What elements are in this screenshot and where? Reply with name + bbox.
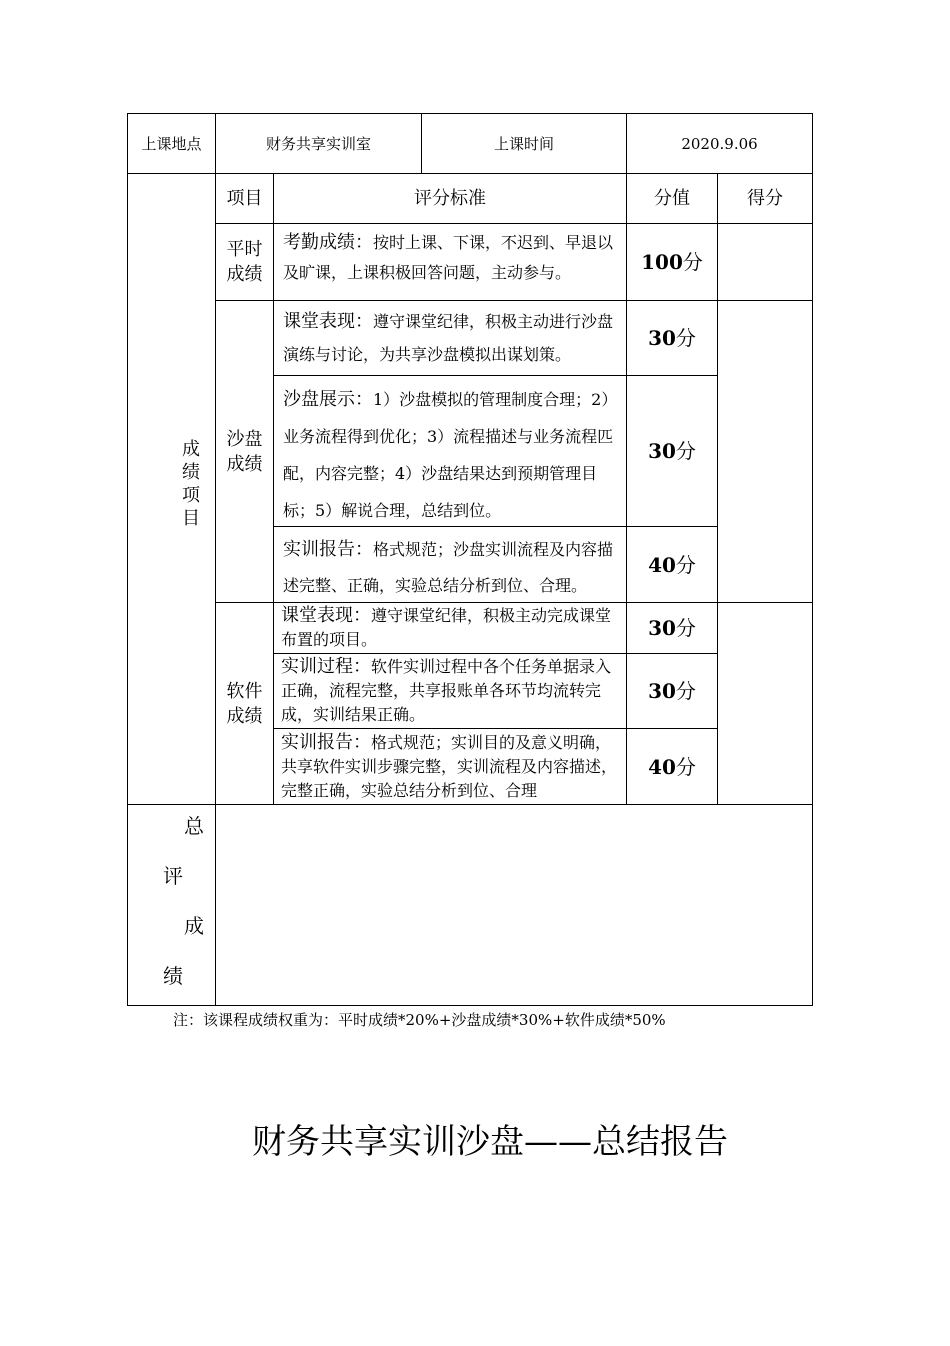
weight-note: 注：该课程成绩权重为：平时成绩*20%+沙盘成绩*30%+软件成绩*50% — [173, 1011, 666, 1029]
criteria-attendance — [283, 228, 621, 288]
points-classroom — [627, 301, 717, 375]
time-label: 上课时间 — [493, 134, 554, 153]
criteria-sandbox-display — [283, 381, 621, 529]
section-label-char: 目 — [182, 508, 200, 529]
points-attendance — [627, 224, 717, 300]
group-name-line: 成绩 — [226, 264, 263, 285]
criteria-text: 遵守课堂纪律，积极主动进行沙盘演练与讨论，为共享沙盘模拟出谋划策。 — [283, 312, 614, 364]
points-sandbox-report — [627, 527, 717, 602]
points-number: 30 — [648, 616, 676, 640]
total-label-char: 绩 — [163, 964, 183, 988]
section-label-char: 成 — [182, 439, 200, 460]
points-software-classroom — [627, 603, 717, 653]
points-number: 30 — [648, 679, 676, 703]
location-label: 上课地点 — [141, 134, 202, 153]
time-value: 2020.9.06 — [681, 134, 758, 153]
col-points-header: 分值 — [654, 187, 690, 209]
group-name-sandbox — [216, 301, 273, 602]
criteria-lead: 实训报告： — [283, 539, 373, 560]
group-name-line: 成绩 — [226, 453, 263, 475]
points-unit: 分 — [675, 439, 696, 463]
points-unit: 分 — [675, 754, 696, 779]
col-standard-header: 评分标准 — [414, 187, 486, 209]
criteria-text: 遵守课堂纪律，积极主动完成课堂布置的项目。 — [281, 606, 612, 649]
total-label-char: 总 — [184, 814, 204, 838]
points-sandbox-display — [627, 376, 717, 526]
points-unit: 分 — [675, 679, 696, 703]
criteria-lead: 课堂表现： — [281, 605, 371, 626]
total-label-char: 评 — [163, 864, 183, 888]
criteria-software-classroom — [281, 604, 621, 652]
criteria-text: 软件实训过程中各个任务单据录入正确，流程完整，共享报账单各环节均流转完成，实训结果正确。 — [281, 657, 612, 724]
group-name-line: 平时 — [226, 239, 263, 260]
criteria-text: 格式规范；实训目的及意义明确，共享软件实训步骤完整，实训流程及内容描述，完整正确，实验总结分析到位、合理 — [281, 733, 618, 800]
points-number: 40 — [648, 754, 676, 779]
criteria-classroom — [283, 305, 621, 371]
criteria-text: 按时上课、下课，不迟到、早退以及旷课，上课积极回答问题，主动参与。 — [283, 233, 614, 282]
criteria-text: 1）沙盘模拟的管理制度合理；2）业务流程得到优化；3）流程描述与业务流程匹配，内容完整；4）沙盘结果达到预期管理目标；5）解说合理，总结到位。 — [283, 390, 618, 520]
points-software-process — [627, 654, 717, 728]
total-score-area[interactable] — [216, 805, 812, 1005]
col-item-header: 项目 — [226, 187, 263, 209]
points-unit: 分 — [675, 326, 696, 350]
points-unit: 分 — [682, 250, 703, 274]
group-name-line: 软件 — [226, 680, 263, 702]
section-label — [178, 438, 204, 530]
col-score-header: 得分 — [747, 187, 783, 209]
points-unit: 分 — [675, 552, 696, 577]
criteria-software-report — [281, 731, 621, 803]
points-number: 100 — [641, 250, 683, 274]
points-unit: 分 — [675, 616, 696, 640]
report-title: 财务共享实训沙盘——总结报告 — [252, 1122, 728, 1162]
criteria-software-process — [281, 655, 621, 727]
section-label-char: 绩 — [182, 462, 200, 483]
group-name-line: 沙盘 — [226, 428, 263, 450]
criteria-lead: 实训过程： — [281, 656, 371, 677]
criteria-lead: 考勤成绩： — [283, 232, 373, 253]
points-number: 30 — [648, 439, 676, 463]
group-name-line: 成绩 — [226, 705, 263, 727]
criteria-sandbox-report — [283, 532, 621, 604]
points-number: 40 — [648, 552, 676, 577]
criteria-lead: 实训报告： — [281, 732, 371, 753]
section-label-char: 项 — [182, 485, 200, 506]
criteria-lead: 课堂表现： — [283, 311, 373, 332]
criteria-lead: 沙盘展示： — [283, 389, 373, 410]
location-value: 财务共享实训室 — [265, 134, 371, 153]
group-name-software — [216, 603, 273, 804]
total-label-char: 成 — [184, 914, 204, 938]
criteria-text: 格式规范；沙盘实训流程及内容描述完整、正确，实验总结分析到位、合理。 — [283, 540, 614, 595]
group-name-regular — [216, 224, 273, 300]
points-number: 30 — [648, 326, 676, 350]
points-software-report — [627, 729, 717, 804]
